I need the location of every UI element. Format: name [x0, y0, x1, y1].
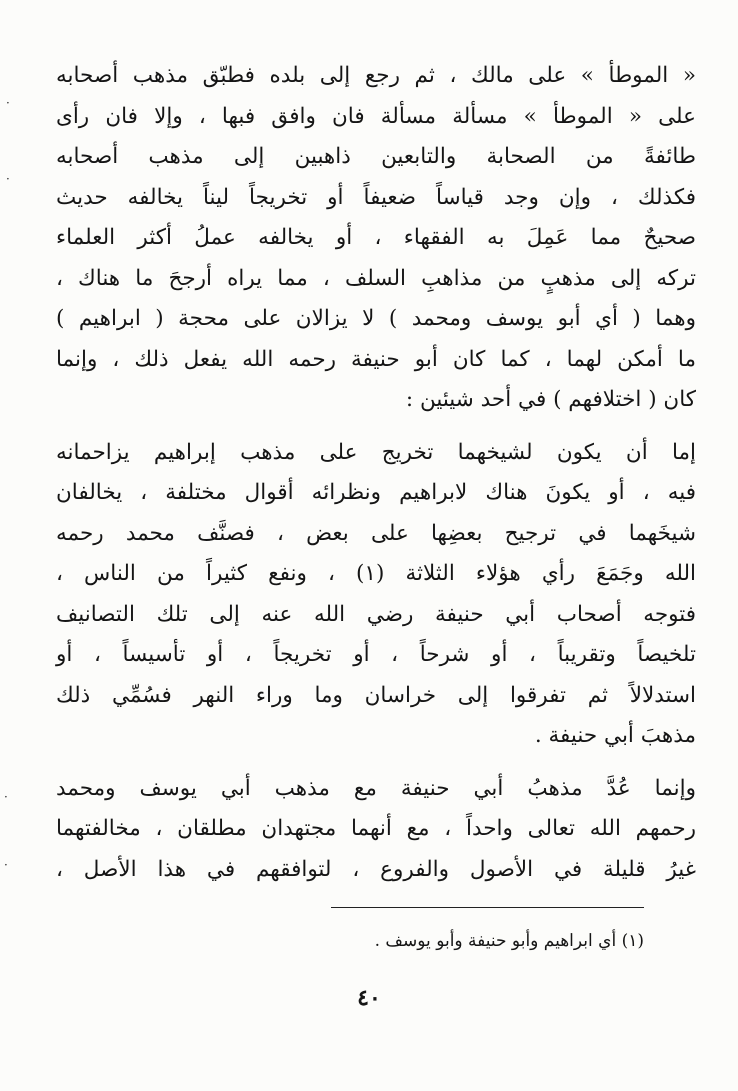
text-line: غيرُ قليلة في الأصول والفروع ، لتوافقهم في هذا الأصل ،: [56, 856, 696, 882]
text-line: كان ( اختلافهم ) في أحد شيئين :: [405, 387, 696, 412]
text-line: رحمهم الله تعالى واحداً ، مع أنهما مجتهدان مطلقان ، مخالفتهما: [56, 816, 696, 841]
text-line: شيخَهما في ترجيح بعضِها على بعض ، فصنَّف محمد رحمه: [56, 520, 696, 546]
text-line: « الموطأ » على مالك ، ثم رجع إلى بلده فطبّق مذهب أصحابه: [56, 63, 696, 88]
text-line: فيه ، أو يكونَ هناك لابراهيم ونظرائه أقوال مختلفة ، يخالفان: [56, 480, 696, 505]
text-line: ما أمكن لهما ، كما كان أبو حنيفة رحمه الله يفعل ذلك ، وإنما: [56, 346, 696, 372]
paragraph: [56, 769, 696, 891]
paragraph: [56, 56, 696, 421]
text-line: صحيحٌ مما عَمِلَ به الفقهاء ، أو يخالفه عملُ أكثر العلماء: [56, 225, 696, 250]
text-line: تلخيصاً وتقريباً ، أو شرحاً ، أو تخريجاً ، أو تأسيساً ، أو: [56, 642, 696, 667]
text-line: تركه إلى مذهبٍ من مذاهبِ السلف ، مما يراه أرجحَ ما هناك ،: [56, 265, 696, 291]
footnote: (١) أي ابراهيم وأبو حنيفة وأبو يوسف .: [374, 931, 644, 951]
text-line: فكذلك ، وإن وجد قياساً ضعيفاً أو تخريجاً ليناً يخالفه حديث: [56, 184, 696, 210]
text-line: إما أن يكون لشيخهما تخريج على مذهب إبراهيم يزاحمانه: [56, 439, 696, 465]
text-line: الله وجَمَعَ رأي هؤلاء الثلاثة (١) ، ونفع كثيراً من الناس ،: [56, 561, 696, 586]
page-number: ٤٠: [357, 985, 381, 1011]
paragraph-gap: [56, 757, 696, 769]
paragraph: [56, 433, 696, 757]
text-line: استدلالاً ثم تفرقوا إلى خراسان وما وراء النهر فسُمِّي ذلك: [56, 682, 696, 708]
margin-speck: ·: [4, 790, 8, 804]
text-line: وهما ( أي أبو يوسف ومحمد ) لا يزالان على محجة ( ابراهيم ): [56, 306, 696, 331]
text-line: مذهبَ أبي حنيفة .: [534, 723, 696, 748]
page-body: [56, 56, 696, 890]
paragraph-gap: [56, 421, 696, 433]
text-line: وإنما عُدَّ مذهبُ أبي حنيفة مع مذهب أبي يوسف ومحمد: [56, 775, 696, 801]
text-line: فتوجه أصحاب أبي حنيفة رضي الله عنه إلى تلك التصانيف: [56, 601, 696, 627]
margin-speck: ·: [4, 858, 8, 872]
footnote-divider: [331, 907, 644, 908]
text-line: على « الموطأ » مسألة مسألة فان وافق فبها ، وإلا فان رأى: [56, 103, 696, 129]
margin-speck: ·: [6, 172, 10, 186]
text-line: طائفةً من الصحابة والتابعين ذاهبين إلى مذهب أصحابه: [56, 144, 696, 169]
margin-speck: ·: [6, 96, 10, 110]
